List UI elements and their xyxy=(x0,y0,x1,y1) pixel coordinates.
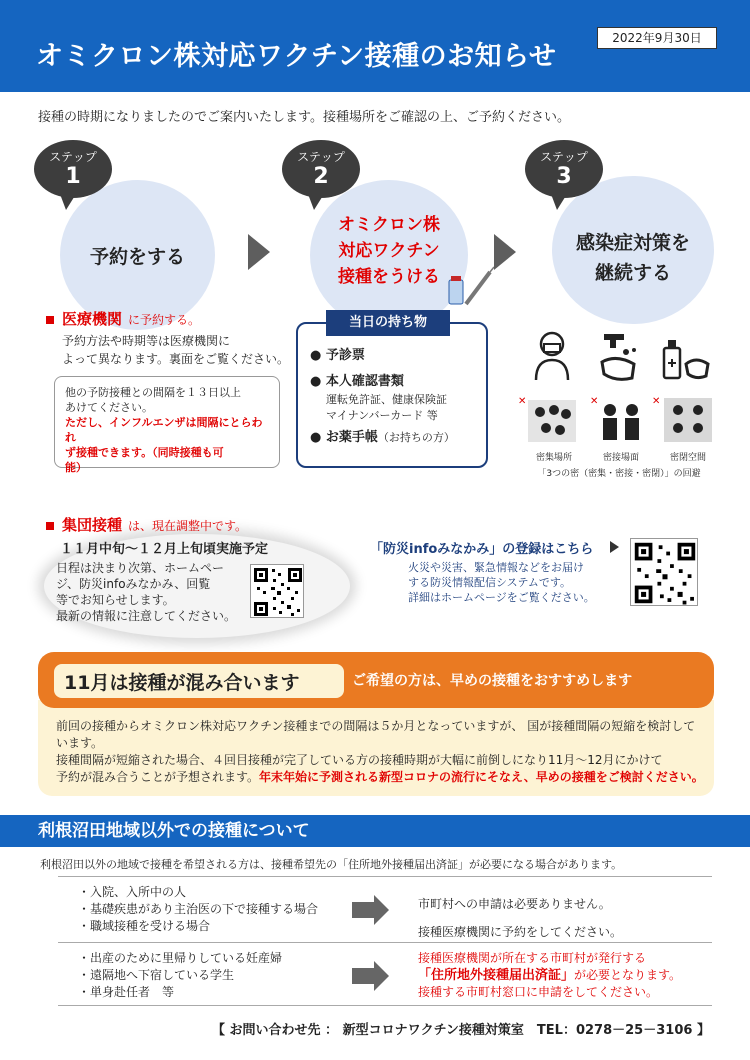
crowd-notice-box: 前回の接種からオミクロン株対応ワクチン接種までの間隔は５か月となっていますが、 国が接種間隔の短縮を検討して います。 接種間隔が短縮された場合、４回目接種が完了している方の接種時期が大幅に前倒しになり11月～12月にかけて 予約が混み合うことが予想されます。年末年始に予測される新型コロナの流行にそなえ、早めの接種をご検討ください。 xyxy=(38,700,714,796)
cross-icon: ✕ xyxy=(518,396,527,407)
step-arrow-icon xyxy=(248,234,270,270)
row1-result: 市町村への申請は必要ありません。 接種医療機関に予約をしてください。 xyxy=(418,897,623,939)
red-square-icon xyxy=(46,522,54,530)
step2-bubble xyxy=(282,140,360,198)
group-heading: 集団接種 は、現在調整中です。 xyxy=(46,514,247,535)
step1-label: ステップ xyxy=(49,150,97,164)
three-cs-caption: 「3つの密（密集・密接・密閉）」の回避 xyxy=(537,469,701,479)
list-item: ● 予診票 xyxy=(310,348,365,363)
arrow-right-icon xyxy=(374,961,389,991)
play-arrow-icon xyxy=(610,541,619,553)
step3-number: 3 xyxy=(556,164,572,189)
red-square-icon xyxy=(46,316,54,324)
closed-space-icon xyxy=(664,398,712,442)
measure-label-closed: 密閉空間 xyxy=(669,453,706,463)
step3-text: 感染症対策を 継続する xyxy=(575,232,690,284)
step1-bubble-tail xyxy=(60,194,76,210)
step-arrow-icon xyxy=(494,234,516,270)
bousai-description: 火災や災害、緊急情報などをお届け する防災情報配信システムです。 詳細はホームページをご覧ください。 xyxy=(408,561,595,604)
page-title: オミクロン株対応ワクチン接種のお知らせ xyxy=(36,41,557,72)
medical-description: 予約方法や時期等は医療機関に よって異なります。裏面をご覧ください。 xyxy=(62,334,290,366)
arrow-right-icon xyxy=(352,902,374,918)
close-contact-icon xyxy=(598,400,644,442)
group-description: 日程は決まり次第、ホームペー ジ、防災infoみなかみ、回覧 等でお知らせします。 最新の情報に注意してください。 xyxy=(56,561,237,623)
crowded-place-icon xyxy=(528,400,576,442)
group-qr-code[interactable] xyxy=(250,564,304,618)
list-item: ● 本人確認書類 xyxy=(310,374,404,389)
measure-label-crowded: 密集場所 xyxy=(535,453,572,463)
arrow-right-icon xyxy=(374,895,389,925)
step2-bubble-tail xyxy=(308,194,324,210)
outside-section-title: 利根沼田地域以外での接種について xyxy=(0,815,750,847)
crowd-subheadline: ご希望の方は、早めの接種をおすすめします xyxy=(352,673,633,689)
bousai-title: 「防災infoみなかみ」の登録はこちら xyxy=(370,542,594,557)
handwash-icon xyxy=(596,332,644,386)
cross-icon: ✕ xyxy=(652,396,661,407)
row2-bullets: ・出産のために里帰りしている妊産婦 ・遠隔地へ下宿している学生 ・単身赴任者 等 xyxy=(78,951,283,999)
step1-text: 予約をする xyxy=(89,246,185,268)
step2-label: ステップ xyxy=(297,150,345,164)
medical-heading: 医療機関 に予約する。 xyxy=(46,308,200,329)
syringe-icon xyxy=(446,266,496,314)
outside-lead: 利根沼田以外の地域で接種を希望される方は、接種希望先の「住所地外接種届出済証」が必要になる場合があります。 xyxy=(40,858,623,871)
sanitizer-icon xyxy=(660,330,712,386)
intro-text: 接種の時期になりましたのでご案内いたします。接種場所をご確認の上、ご予約ください。 xyxy=(38,110,570,125)
row1-bullets: ・入院、入所中の人 ・基礎疾患があり主治医の下で接種する場合 ・職域接種を受ける場合 xyxy=(78,885,319,933)
step2-number: 2 xyxy=(313,164,329,189)
step3-bubble xyxy=(525,140,603,198)
issue-date: 2022年9月30日 xyxy=(597,27,717,49)
cross-icon: ✕ xyxy=(590,396,599,407)
step1-number: 1 xyxy=(65,164,81,189)
arrow-right-icon xyxy=(352,968,374,984)
crowd-headline: 11月は接種が混み合います xyxy=(64,672,300,694)
interval-note-box: 他の予防接種との間隔を１３日以上 あけてください。 ただし、インフルエンザは間隔にとらわれ ず接種できます。（同時接種も可 能） xyxy=(54,376,280,468)
row2-result: 接種医療機関が所在する市町村が発行する 「住所地外接種届出済証」が必要となります。 接種する市町村窓口に申請をしてください。 xyxy=(418,951,682,999)
list-item: ● お薬手帳（お持ちの方） xyxy=(310,430,455,445)
step3-bubble-tail xyxy=(551,194,567,210)
step1-bubble xyxy=(34,140,112,198)
contact-footer: 【 お問い合わせ先 ： 新型コロナワクチン接種対策室 TEL：0278－25－3106 】 xyxy=(212,1023,710,1038)
belongings-title: 当日の持ち物 xyxy=(326,310,450,336)
belongings-list: ● 予診票 ● 本人確認書類 運転免許証、健康保険証 マイナンバーカード 等 ● お薬手帳（お持ちの方） xyxy=(310,346,455,448)
step3-label: ステップ xyxy=(540,150,588,164)
measure-label-contact: 密接場面 xyxy=(602,453,639,463)
bousai-qr-code[interactable] xyxy=(630,538,698,606)
mask-person-icon xyxy=(532,330,572,386)
step2-text: オミクロン株 対応ワクチン 接種をうける xyxy=(338,215,440,287)
group-period: １１月中旬～１２月上旬頃実施予定 xyxy=(60,542,269,557)
